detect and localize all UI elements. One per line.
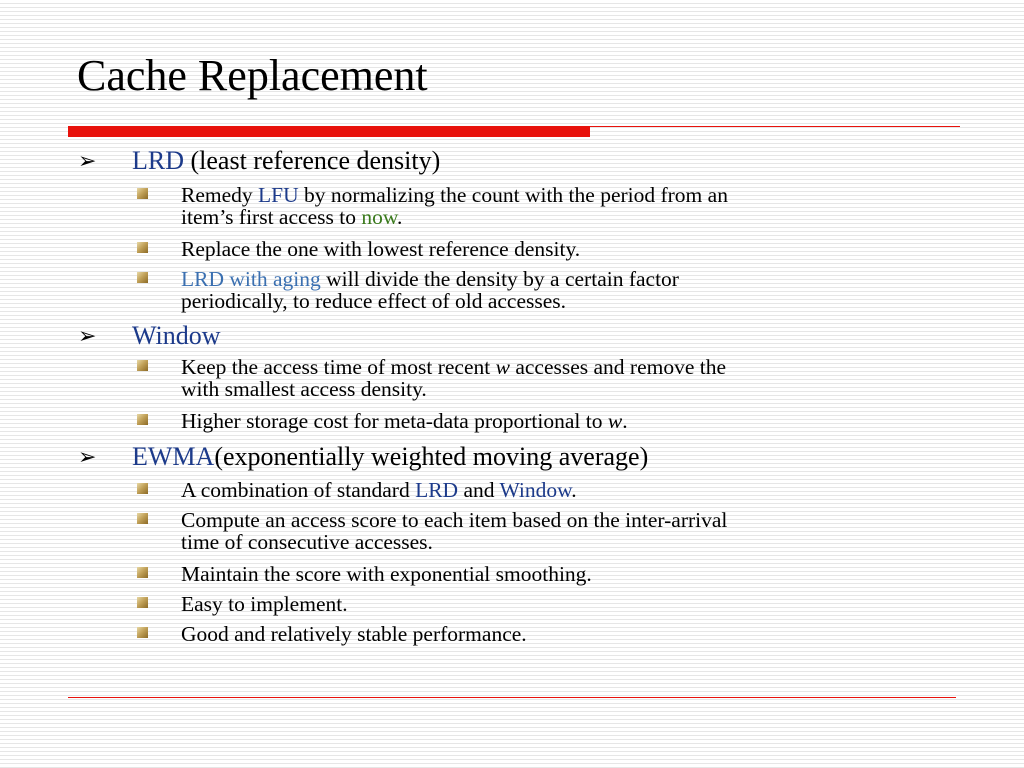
ewma-point-maintain: Maintain the score with exponential smoothing. [181,562,592,586]
text: with smallest access density. [181,377,427,401]
gold-square-bullet-icon [137,567,148,578]
gold-square-bullet-icon [137,597,148,608]
gold-square-bullet-icon [137,242,148,253]
lrd-point-replace: Replace the one with lowest reference density. [181,237,581,261]
term-ewma: EWMA [132,442,215,471]
term-lrd-ref: LRD [415,478,459,502]
ewma-description: (exponentially weighted moving average) [214,442,649,471]
arrow-bullet-icon: ➢ [78,323,97,348]
gold-square-bullet-icon [137,188,148,199]
text: accesses and remove the [509,355,727,379]
lrd-point-remedy [181,184,921,228]
text: by normalizing the count with the period from an [298,183,728,207]
gold-square-bullet-icon [137,513,148,524]
term-window-ref: Window [499,478,572,502]
gold-square-bullet-icon [137,272,148,283]
text: A combination of standard [181,478,416,502]
variable-w: w [607,409,623,433]
ewma-point-compute [181,509,921,553]
term-now: now [361,205,397,229]
text: . [396,205,403,229]
term-lrd: LRD [132,146,184,175]
gold-square-bullet-icon [137,483,148,494]
ewma-point-easy: Easy to implement. [181,592,348,616]
text: Higher storage cost for meta-data proportional to [181,409,608,433]
bullet-ewma [132,443,648,471]
text: . [622,409,628,433]
ewma-point-combination [181,479,921,501]
text: periodically, to reduce effect of old accesses. [181,289,567,313]
gold-square-bullet-icon [137,414,148,425]
arrow-bullet-icon: ➢ [78,148,97,173]
gold-square-bullet-icon [137,627,148,638]
text: item’s first access to [181,205,362,229]
text: will divide the density by a certain factor [320,267,679,291]
footer-rule [68,697,956,698]
lrd-description: (least reference density) [184,146,441,175]
term-lrd-with-aging: LRD with aging [181,267,321,291]
text: . [571,478,577,502]
lrd-point-aging [181,268,921,312]
gold-square-bullet-icon [137,360,148,371]
slide-title: Cache Replacement [77,51,428,100]
term-window: Window [132,321,221,350]
window-point-keep [181,356,921,400]
term-lfu: LFU [258,183,299,207]
window-point-storage [181,410,921,432]
text: and [458,478,500,502]
ewma-point-performance: Good and relatively stable performance. [181,622,527,646]
text: time of consecutive accesses. [181,530,433,554]
bullet-window [132,322,221,350]
bullet-lrd [132,147,440,175]
arrow-bullet-icon: ➢ [78,444,97,469]
text: Remedy [181,183,259,207]
text: Keep the access time of most recent [181,355,496,379]
variable-w: w [495,355,510,379]
text: Compute an access score to each item based on the inter-arrival [181,508,728,532]
